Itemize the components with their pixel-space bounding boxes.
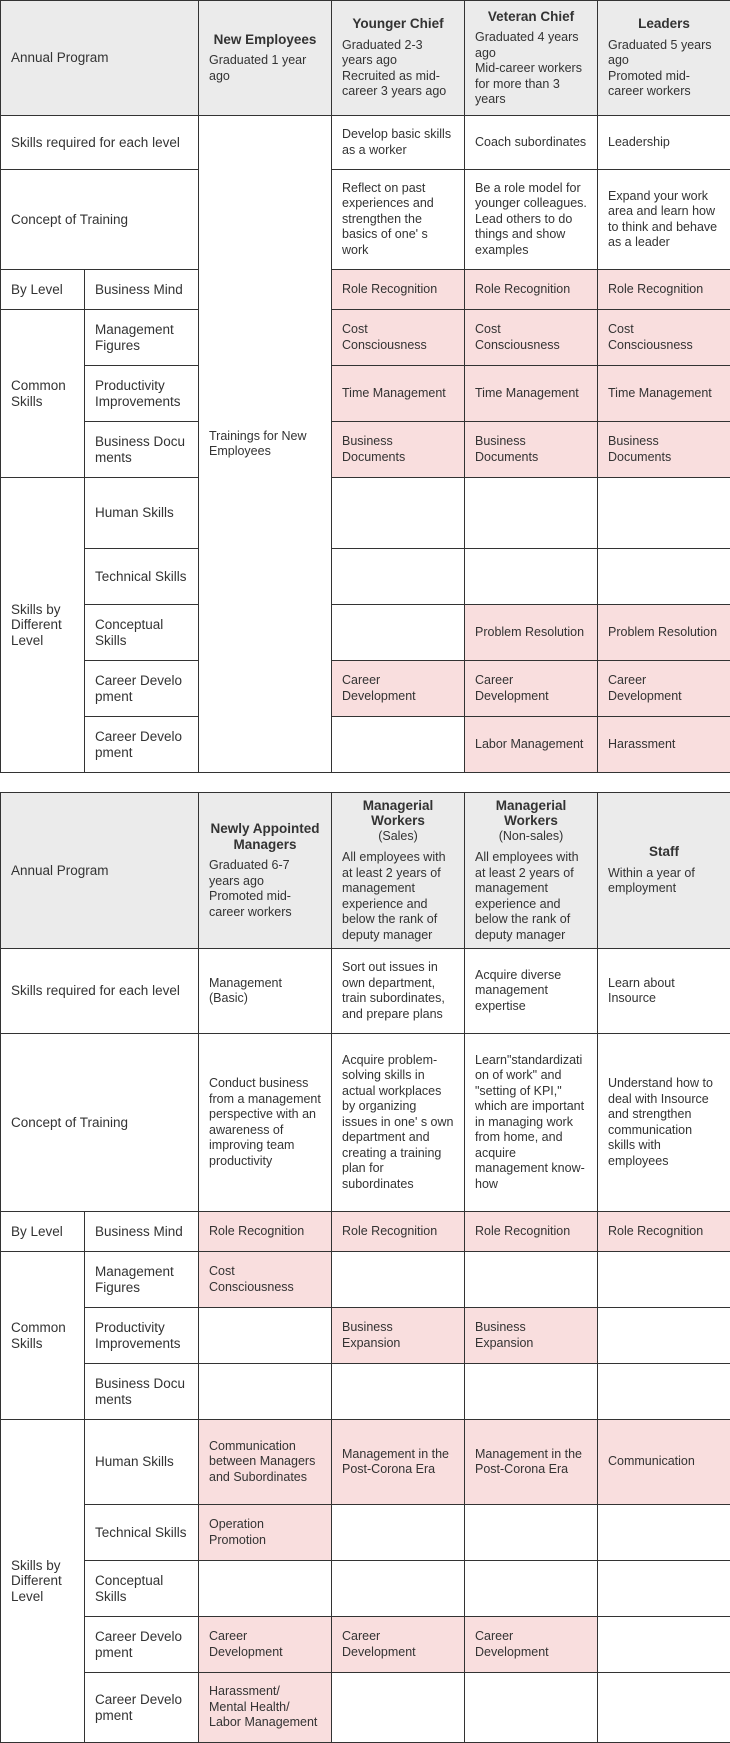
column-header-new-employees: New Employees Graduated 1 year ago <box>199 1 332 116</box>
row-label-human-skills: Human Skills <box>85 478 199 549</box>
table-cell: Sort out issues in own department, train subordinates, and prepare plans <box>332 949 465 1034</box>
table-cell: Role Recognition <box>332 270 465 310</box>
table-cell <box>598 1308 730 1364</box>
table-cell: Understand how to deal with Insource and strengthen communication skills with employees <box>598 1034 730 1212</box>
table-cell: Coach subordinates <box>465 116 598 170</box>
row-label-human-skills: Human Skills <box>85 1420 199 1505</box>
table-cell <box>332 1673 465 1743</box>
table-cell: Business Expansion <box>465 1308 598 1364</box>
table-cell: Role Recognition <box>332 1212 465 1252</box>
column-header-leaders: Leaders Graduated 5 years ago Promoted mid-career workers <box>598 1 730 116</box>
row-label-career-development: Career Develo pment <box>85 1673 199 1743</box>
column-header-staff: Staff Within a year of employment <box>598 793 730 949</box>
table-cell <box>332 1505 465 1561</box>
table-cell <box>465 478 598 549</box>
table-cell <box>598 1673 730 1743</box>
table-cell: Problem Resolution <box>465 605 598 661</box>
training-table-managers <box>0 792 730 1743</box>
row-label-technical-skills: Technical Skills <box>85 549 199 605</box>
table-cell: Communication between Managers and Subordinates <box>199 1420 332 1505</box>
table-cell: Learn about Insource <box>598 949 730 1034</box>
table-cell: Conduct business from a management perspective with an awareness of improving team productivity <box>199 1034 332 1212</box>
table-cell: Career Development <box>332 661 465 717</box>
row-label-skills-required: Skills required for each level <box>1 116 199 170</box>
table-cell <box>465 1673 598 1743</box>
table-cell: Career Development <box>332 1617 465 1673</box>
table-cell <box>199 1561 332 1617</box>
table-cell: Role Recognition <box>598 1212 730 1252</box>
table-cell: Career Development <box>199 1617 332 1673</box>
row-label-business-mind: Business Mind <box>85 1212 199 1252</box>
group-label-skills-by-level: Skills by Different Level <box>1 478 85 773</box>
table-cell: Be a role model for younger colleagues. Lead others to do things and show examples <box>465 170 598 270</box>
table-cell: Time Management <box>332 366 465 422</box>
table-cell <box>598 1364 730 1420</box>
table-cell <box>332 549 465 605</box>
table-cell: Business Documents <box>332 422 465 478</box>
table-cell: Acquire diverse management expertise <box>465 949 598 1034</box>
table-cell <box>465 1252 598 1308</box>
table-cell: Cost Consciousness <box>465 310 598 366</box>
table-cell <box>598 1561 730 1617</box>
table-cell: Develop basic skills as a worker <box>332 116 465 170</box>
table-cell <box>598 549 730 605</box>
column-header-younger-chief: Younger Chief Graduated 2-3 years ago Recruited as mid-career 3 years ago <box>332 1 465 116</box>
table-cell: Business Documents <box>598 422 730 478</box>
table-cell <box>598 1505 730 1561</box>
new-employees-training-cell: Trainings for New Employees <box>199 116 332 773</box>
group-label-by-level: By Level <box>1 270 85 310</box>
row-label-annual-program: Annual Program <box>1 793 199 949</box>
row-label-conceptual-skills: Conceptual Skills <box>85 1561 199 1617</box>
group-label-common-skills: Common Skills <box>1 310 85 478</box>
row-label-concept: Concept of Training <box>1 1034 199 1212</box>
table-cell: Cost Consciousness <box>332 310 465 366</box>
table-cell: Learn"standardizati on of work" and "setting of KPI," which are important in managing work from home, and acquire management know-how <box>465 1034 598 1212</box>
row-label-business-documents: Business Docu ments <box>85 1364 199 1420</box>
table-cell <box>332 605 465 661</box>
table-cell: Cost Consciousness <box>598 310 730 366</box>
column-header-newly-appointed-managers: Newly Appointed Managers Graduated 6-7 years ago Promoted mid-career workers <box>199 793 332 949</box>
row-label-career-development: Career Develo pment <box>85 661 199 717</box>
table-cell: Management in the Post-Corona Era <box>465 1420 598 1505</box>
group-label-by-level: By Level <box>1 1212 85 1252</box>
table-cell <box>465 1505 598 1561</box>
table-cell <box>465 549 598 605</box>
training-table-junior <box>0 0 730 773</box>
table-cell: Labor Management <box>465 717 598 773</box>
row-label-business-documents: Business Docu ments <box>85 422 199 478</box>
table-cell: Expand your work area and learn how to think and behave as a leader <box>598 170 730 270</box>
table-cell: Problem Resolution <box>598 605 730 661</box>
table-cell <box>332 717 465 773</box>
table-cell <box>199 1308 332 1364</box>
row-label-conceptual-skills: Conceptual Skills <box>85 605 199 661</box>
table-cell: Time Management <box>598 366 730 422</box>
table-cell: Career Development <box>465 1617 598 1673</box>
table-cell <box>332 1252 465 1308</box>
row-label-management-figures: Management Figures <box>85 310 199 366</box>
table-cell <box>598 1252 730 1308</box>
row-label-technical-skills: Technical Skills <box>85 1505 199 1561</box>
table-cell: Business Documents <box>465 422 598 478</box>
row-label-management-figures: Management Figures <box>85 1252 199 1308</box>
table-cell <box>199 1364 332 1420</box>
row-label-business-mind: Business Mind <box>85 270 199 310</box>
group-label-common-skills: Common Skills <box>1 1252 85 1420</box>
column-header-managerial-sales: Managerial Workers (Sales) All employees with at least 2 years of management experience and below the rank of deputy manager <box>332 793 465 949</box>
table-cell: Acquire problem-solving skills in actual workplaces by organizing issues in one' s own department and creating a training plan for subordinates <box>332 1034 465 1212</box>
table-cell <box>332 1364 465 1420</box>
table-cell: Communication <box>598 1420 730 1505</box>
table-cell: Management in the Post-Corona Era <box>332 1420 465 1505</box>
table-cell: Career Development <box>598 661 730 717</box>
table-cell: Role Recognition <box>465 270 598 310</box>
table-cell <box>332 478 465 549</box>
table-cell: Role Recognition <box>465 1212 598 1252</box>
row-label-productivity: Productivity Improvements <box>85 1308 199 1364</box>
table-cell <box>332 1561 465 1617</box>
table-cell: Leadership <box>598 116 730 170</box>
table-cell: Cost Consciousness <box>199 1252 332 1308</box>
row-label-annual-program: Annual Program <box>1 1 199 116</box>
row-label-productivity: Productivity Improvements <box>85 366 199 422</box>
table-cell: Operation Promotion <box>199 1505 332 1561</box>
table-cell: Harassment <box>598 717 730 773</box>
table-cell: Reflect on past experiences and strengthen the basics of one' s work <box>332 170 465 270</box>
table-cell <box>465 1561 598 1617</box>
table-cell: Harassment/ Mental Health/ Labor Management <box>199 1673 332 1743</box>
table-cell: Management (Basic) <box>199 949 332 1034</box>
row-label-concept: Concept of Training <box>1 170 199 270</box>
column-header-veteran-chief: Veteran Chief Graduated 4 years ago Mid-career workers for more than 3 years <box>465 1 598 116</box>
row-label-career-development: Career Develo pment <box>85 1617 199 1673</box>
table-cell <box>465 1364 598 1420</box>
table-cell: Role Recognition <box>598 270 730 310</box>
table-cell: Business Expansion <box>332 1308 465 1364</box>
row-label-skills-required: Skills required for each level <box>1 949 199 1034</box>
table-cell <box>598 478 730 549</box>
column-header-managerial-non-sales: Managerial Workers (Non-sales) All employees with at least 2 years of management experience and below the rank of deputy manager <box>465 793 598 949</box>
table-cell: Role Recognition <box>199 1212 332 1252</box>
row-label-career-development: Career Develo pment <box>85 717 199 773</box>
group-label-skills-by-level: Skills by Different Level <box>1 1420 85 1743</box>
table-cell: Time Management <box>465 366 598 422</box>
table-cell: Career Development <box>465 661 598 717</box>
table-cell <box>598 1617 730 1673</box>
